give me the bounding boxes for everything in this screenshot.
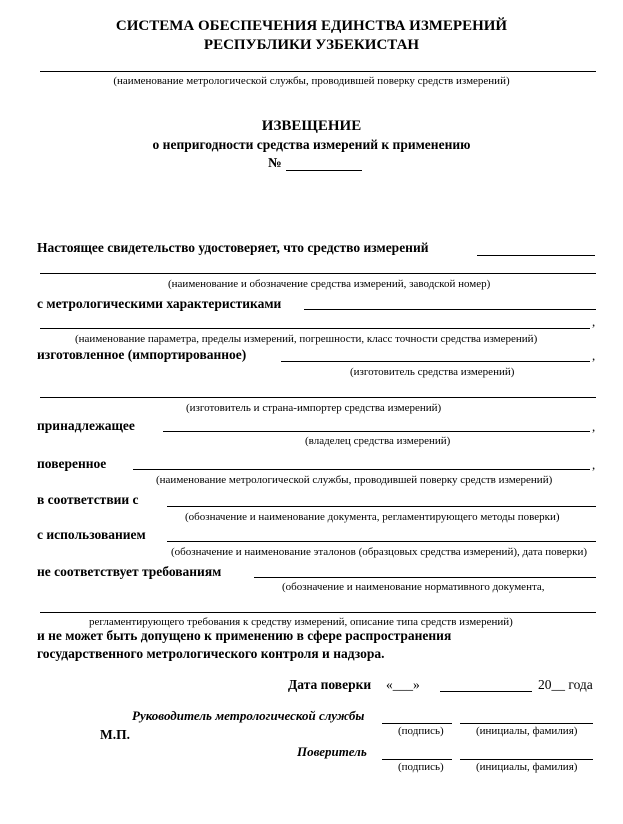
date-month-line (440, 691, 532, 692)
verifier-name-caption: (инициалы, фамилия) (476, 761, 578, 773)
date-day: «___» (386, 677, 420, 692)
metro-line-1 (304, 309, 596, 310)
using-label: с использованием (37, 527, 146, 542)
verifier-signature-caption: (подпись) (398, 761, 444, 773)
verifier-caption: (наименование метрологической службы, проводившей поверку средств измерений) (156, 474, 553, 486)
manufacturer-caption: (изготовитель средства измерений) (350, 366, 515, 378)
requirement-caption: регламентирующего требования к средству измерений, описание типа средств измерений) (89, 616, 513, 628)
manufactured-label: изготовленное (импортированное) (37, 347, 247, 362)
verified-label: поверенное (37, 456, 107, 471)
header-title-line2: РЕСПУБЛИКИ УЗБЕКИСТАН (203, 37, 420, 53)
verifier-comma: , (592, 457, 596, 472)
owner-caption: (владелец средства измерений) (305, 435, 451, 447)
metro-label: с метрологическими характеристиками (37, 296, 282, 311)
verifier-name-line (460, 759, 593, 760)
metro-line-2 (40, 328, 590, 329)
normative-line (254, 577, 596, 578)
header-title-line1: СИСТЕМА ОБЕСПЕЧЕНИЯ ЕДИНСТВА ИЗМЕРЕНИЙ (115, 18, 508, 34)
importer-line (40, 397, 596, 398)
importer-caption: (изготовитель и страна-импортер средства измерений) (186, 402, 442, 414)
head-label: Руководитель метрологической службы (132, 708, 365, 723)
instrument-caption: (наименование и обозначение средства измерений, заводской номер) (168, 278, 491, 290)
date-label: Дата поверки (288, 677, 372, 692)
owner-comma: , (592, 419, 596, 434)
service-name-caption: (наименование метрологической службы, проводившей поверку средств измерений) (113, 75, 510, 87)
conclusion-line-2: государственного метрологического контроля и надзора. (37, 646, 385, 661)
head-name-caption: (инициалы, фамилия) (476, 725, 578, 737)
head-name-line (460, 723, 593, 724)
instrument-line-2 (40, 273, 596, 274)
notice-number-label: № (268, 155, 282, 170)
params-caption: (наименование параметра, пределы измерений, погрешности, класс точности средства измерений) (75, 333, 538, 345)
owner-label: принадлежащее (37, 418, 135, 433)
notice-number-line (286, 170, 362, 171)
requirement-line (40, 612, 596, 613)
metro-comma: , (592, 314, 596, 329)
intro-text: Настоящее свидетельство удостоверяет, что средство измерений (37, 240, 429, 255)
service-name-line (40, 71, 596, 72)
normative-caption: (обозначение и наименование нормативного документа, (282, 581, 545, 593)
standards-caption: (обозначение и наименование эталонов (образцовых средства измерений), дата поверки) (171, 546, 588, 558)
head-signature-line (382, 723, 452, 724)
document-caption: (обозначение и наименование документа, регламентирующего методы поверки) (185, 511, 560, 523)
noncompliant-label: не соответствует требованиям (37, 564, 222, 579)
date-year: 20__ года (538, 677, 593, 692)
verifier-label: Поверитель (297, 744, 367, 759)
manufacturer-comma: , (592, 348, 596, 363)
instrument-line-1 (477, 255, 595, 256)
document-line (167, 506, 596, 507)
notice-title: ИЗВЕЩЕНИЕ (261, 118, 362, 134)
verifier-signature-line (382, 759, 452, 760)
accordance-label: в соответствии с (37, 492, 139, 507)
verifier-line (133, 469, 590, 470)
owner-line (163, 431, 590, 432)
stamp-label: М.П. (100, 727, 130, 742)
head-signature-caption: (подпись) (398, 725, 444, 737)
standards-line (167, 541, 596, 542)
manufacturer-line (281, 361, 590, 362)
conclusion-line-1: и не может быть допущено к применению в сфере распространения (37, 628, 452, 643)
notice-subtitle: о непригодности средства измерений к применению (152, 137, 471, 152)
